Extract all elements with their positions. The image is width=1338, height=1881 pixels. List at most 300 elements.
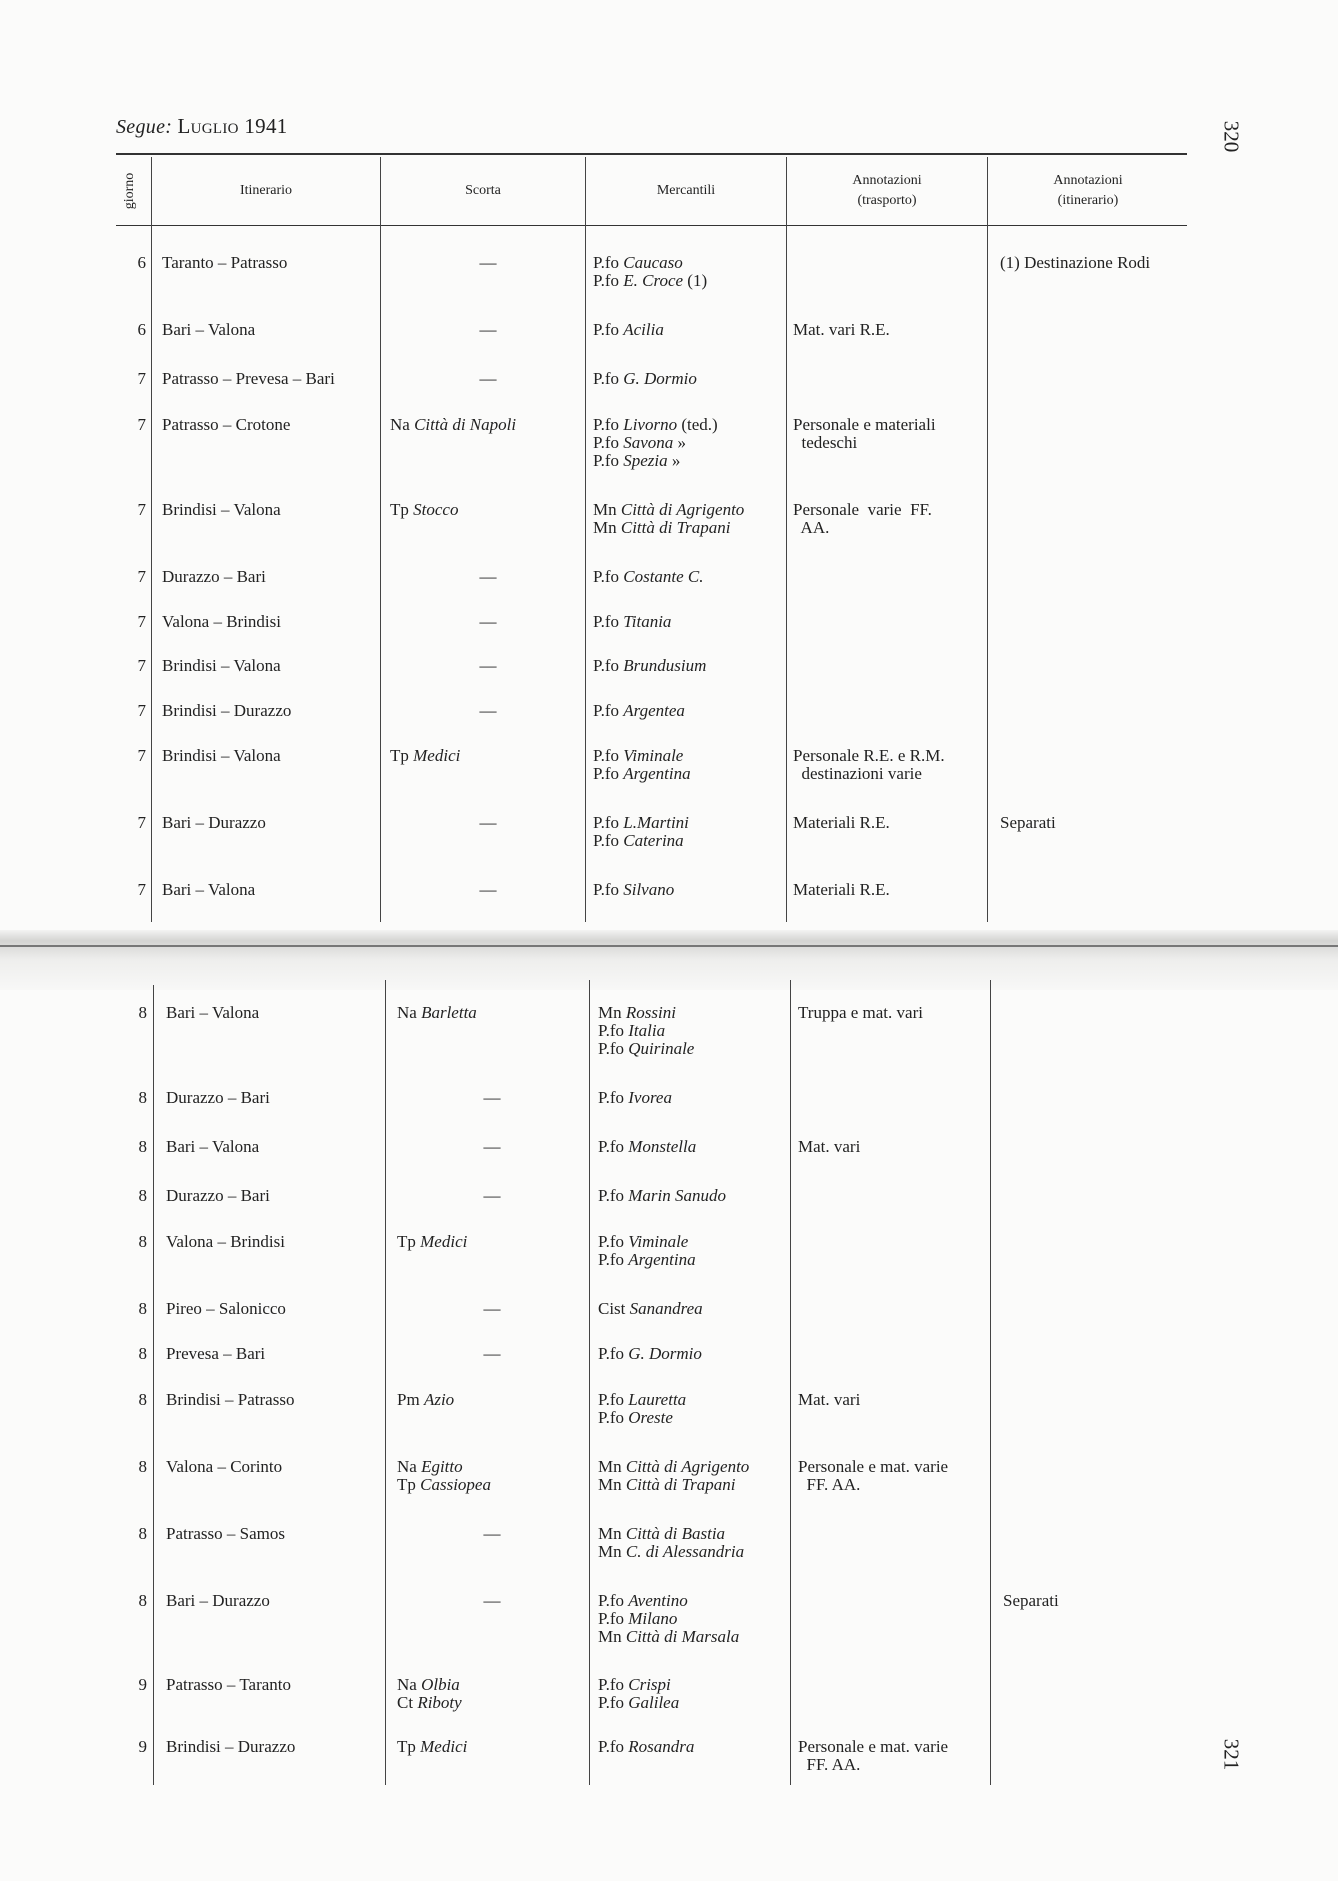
merchant-ship	[593, 321, 664, 339]
row-mercantili	[593, 613, 671, 631]
merchant-ship	[593, 452, 718, 470]
merchant-ship	[598, 1458, 749, 1476]
row-day: 7	[137, 567, 146, 586]
row-scorta	[397, 1004, 587, 1022]
header-annotazioni-1: Annotazioni	[852, 173, 922, 188]
ship-type: P.fo	[598, 1390, 629, 1409]
ship-name: Silvano	[623, 880, 675, 899]
row-day: 7	[137, 880, 146, 899]
escort-ship	[397, 1233, 587, 1251]
ship-type: Tp	[397, 1475, 421, 1494]
row-scorta: —	[483, 1137, 501, 1156]
merchant-ship	[593, 501, 744, 519]
ship-type: P.fo	[598, 1088, 629, 1107]
ship-name: Aventino	[628, 1591, 688, 1610]
ship-name: Viminale	[628, 1232, 689, 1251]
escort-ship	[390, 747, 586, 765]
ship-type: P.fo	[598, 1344, 629, 1363]
row-mercantili	[598, 1592, 739, 1646]
row-day: 8	[138, 1003, 147, 1022]
ship-name: Argentea	[623, 701, 685, 720]
annotation-line: Mat. vari R.E.	[793, 320, 890, 339]
ship-type: Mn	[598, 1627, 626, 1646]
merchant-ship	[598, 1300, 703, 1318]
row-mercantili	[593, 814, 689, 850]
row-mercantili	[593, 370, 697, 388]
ship-name: Titania	[623, 612, 672, 631]
ship-type: Mn	[593, 500, 621, 519]
ship-name: Medici	[420, 1737, 468, 1756]
row-day: 6	[137, 253, 146, 272]
escort-ship	[390, 501, 586, 519]
merchant-ship	[593, 434, 718, 452]
ship-type: P.fo	[598, 1021, 629, 1040]
row-itinerario: Patrasso – Prevesa – Bari	[162, 369, 335, 388]
ship-name: Caucaso	[623, 253, 683, 272]
row-itinerario: Brindisi – Durazzo	[162, 701, 292, 720]
annotation-line: Personale e materiali	[793, 415, 936, 434]
ship-name: Galilea	[628, 1693, 680, 1712]
annotation-line: FF. AA.	[798, 1475, 861, 1494]
merchant-ship	[593, 254, 707, 272]
ship-name: Città di Trapani	[625, 1475, 736, 1494]
row-day: 7	[137, 500, 146, 519]
ship-name: Italia	[628, 1021, 666, 1040]
annotation-line: Personale varie FF.	[793, 500, 932, 519]
row-itinerario: Valona – Brindisi	[166, 1232, 285, 1251]
ship-type: Na	[397, 1675, 422, 1694]
ship-name: Rosandra	[628, 1737, 695, 1756]
column-divider	[151, 157, 152, 922]
ship-type: P.fo	[598, 1591, 629, 1610]
row-annotazioni-trasporto	[798, 1004, 923, 1022]
merchant-ship	[598, 1409, 686, 1427]
row-scorta	[397, 1458, 587, 1494]
header-itinerario: (itinerario)	[1057, 193, 1119, 208]
ship-type: P.fo	[593, 567, 624, 586]
row-scorta: —	[479, 253, 497, 272]
ship-name: Milano	[628, 1609, 678, 1628]
merchant-ship	[593, 416, 718, 434]
column-header-annotazioni-itinerario	[988, 160, 1188, 222]
row-itinerario: Durazzo – Bari	[166, 1088, 270, 1107]
ship-type: P.fo	[593, 701, 624, 720]
row-itinerario: Valona – Corinto	[166, 1457, 283, 1476]
ship-type: P.fo	[593, 656, 624, 675]
merchant-ship	[598, 1694, 679, 1712]
ship-name: Crispi	[628, 1675, 671, 1694]
annotation-line: Mat. vari	[798, 1390, 861, 1409]
annotation-line: Mat. vari	[798, 1137, 861, 1156]
ship-name: Medici	[420, 1232, 468, 1251]
row-itinerario: Brindisi – Durazzo	[166, 1737, 296, 1756]
page-title	[116, 114, 288, 139]
ship-name: Città di Napoli	[414, 415, 517, 434]
ship-name: Cassiopea	[420, 1475, 491, 1494]
ship-name: Marin Sanudo	[628, 1186, 726, 1205]
row-day: 7	[137, 369, 146, 388]
ship-note: (1)	[683, 271, 708, 290]
row-day: 8	[138, 1344, 147, 1363]
header-rule	[116, 225, 1187, 226]
row-day: 8	[138, 1390, 147, 1409]
column-divider	[786, 157, 787, 922]
row-itinerario: Prevesa – Bari	[166, 1344, 266, 1363]
ship-type: P.fo	[593, 612, 624, 631]
ship-type: Mn	[593, 518, 621, 537]
row-annotazioni-itinerario: Separati	[1000, 813, 1056, 832]
annotation-line: AA.	[793, 518, 830, 537]
ship-type: Mn	[598, 1003, 626, 1022]
row-itinerario: Patrasso – Crotone	[162, 415, 291, 434]
merchant-ship	[598, 1676, 679, 1694]
column-divider	[589, 980, 590, 1785]
row-scorta: —	[483, 1591, 501, 1610]
ship-name: Egitto	[421, 1457, 463, 1476]
ship-name: Argentina	[623, 764, 691, 783]
merchant-ship	[598, 1040, 694, 1058]
ship-type: P.fo	[593, 831, 624, 850]
ship-name: G. Dormio	[628, 1344, 702, 1363]
ship-type: Na	[390, 415, 415, 434]
row-itinerario: Brindisi – Valona	[162, 656, 281, 675]
merchant-ship	[593, 370, 697, 388]
page-fold-line	[0, 945, 1338, 947]
row-itinerario: Bari – Valona	[166, 1003, 260, 1022]
merchant-ship	[598, 1187, 726, 1205]
month-label: Luglio 1941	[177, 114, 288, 138]
ship-name: Sanandrea	[629, 1299, 703, 1318]
row-annotazioni-trasporto	[798, 1138, 860, 1156]
row-itinerario: Taranto – Patrasso	[162, 253, 288, 272]
merchant-ship	[598, 1345, 702, 1363]
ship-name: Città di Agrigento	[625, 1457, 750, 1476]
annotation-line: FF. AA.	[798, 1755, 861, 1774]
ship-name: Città di Trapani	[620, 518, 731, 537]
row-day: 7	[137, 415, 146, 434]
ship-name: Viminale	[623, 746, 684, 765]
row-day: 8	[138, 1232, 147, 1251]
ship-name: Savona	[623, 433, 674, 452]
ship-name: Stocco	[413, 500, 459, 519]
row-day: 7	[137, 746, 146, 765]
ship-name: Rossini	[625, 1003, 676, 1022]
page-fold	[0, 930, 1338, 990]
ship-name: Spezia	[623, 451, 668, 470]
row-day: 8	[138, 1591, 147, 1610]
merchant-ship	[593, 613, 671, 631]
row-day: 9	[138, 1675, 147, 1694]
row-day: 7	[137, 813, 146, 832]
row-day: 7	[137, 701, 146, 720]
ship-name: Città di Marsala	[625, 1627, 740, 1646]
ship-name: Barletta	[421, 1003, 477, 1022]
row-itinerario: Durazzo – Bari	[162, 567, 266, 586]
header-trasporto: (trasporto)	[857, 193, 917, 208]
row-day: 7	[137, 656, 146, 675]
row-day: 8	[138, 1457, 147, 1476]
merchant-ship	[593, 657, 706, 675]
ship-type: Na	[397, 1003, 422, 1022]
ship-type: P.fo	[593, 880, 624, 899]
row-annotazioni-trasporto	[793, 814, 890, 832]
ship-type: Mn	[598, 1457, 626, 1476]
column-divider	[990, 980, 991, 1785]
merchant-ship	[598, 1738, 694, 1756]
ship-name: Caterina	[623, 831, 684, 850]
merchant-ship	[598, 1476, 749, 1494]
merchant-ship	[598, 1022, 694, 1040]
merchant-ship	[598, 1089, 672, 1107]
column-header-mercantili: Mercantili	[656, 183, 716, 198]
ship-name: E. Croce	[623, 271, 684, 290]
ship-name: Monstella	[628, 1137, 697, 1156]
row-mercantili	[598, 1138, 696, 1156]
row-itinerario: Brindisi – Valona	[162, 746, 281, 765]
merchant-ship	[593, 832, 689, 850]
annotation-line: Truppa e mat. vari	[798, 1003, 923, 1022]
row-scorta: —	[483, 1088, 501, 1107]
row-itinerario: Valona – Brindisi	[162, 612, 281, 631]
row-day: 8	[138, 1524, 147, 1543]
merchant-ship	[598, 1628, 739, 1646]
annotation-line: Personale e mat. varie	[798, 1737, 949, 1756]
column-divider	[380, 157, 381, 922]
ship-type: P.fo	[593, 415, 624, 434]
ship-type: P.fo	[593, 433, 624, 452]
ship-type: Pm	[397, 1390, 424, 1409]
ship-name: Città di Agrigento	[620, 500, 745, 519]
row-scorta	[397, 1738, 587, 1756]
ship-name: L.Martini	[623, 813, 689, 832]
row-scorta	[390, 416, 586, 434]
escort-ship	[397, 1738, 587, 1756]
row-mercantili	[593, 321, 664, 339]
ship-name: Brundusium	[623, 656, 707, 675]
ship-name: Riboty	[417, 1693, 462, 1712]
merchant-ship	[593, 747, 691, 765]
row-mercantili	[593, 501, 744, 537]
ship-type: Ct	[397, 1693, 418, 1712]
escort-ship	[397, 1476, 587, 1494]
escort-ship	[397, 1391, 587, 1409]
escort-ship	[390, 416, 586, 434]
row-itinerario: Bari – Valona	[162, 320, 256, 339]
merchant-ship	[593, 519, 744, 537]
row-scorta	[397, 1391, 587, 1409]
segue-label: Segue:	[116, 116, 173, 138]
annotation-line: Personale e mat. varie	[798, 1457, 949, 1476]
ship-type: P.fo	[593, 451, 624, 470]
row-day: 8	[138, 1186, 147, 1205]
column-header-giorno: giorno	[122, 172, 137, 210]
column-divider	[987, 157, 988, 922]
column-divider	[153, 985, 154, 1785]
merchant-ship	[593, 272, 707, 290]
ship-type: Tp	[397, 1737, 421, 1756]
merchant-ship	[598, 1610, 739, 1628]
row-annotazioni-itinerario: (1) Destinazione Rodi	[1000, 253, 1151, 272]
row-itinerario: Bari – Valona	[162, 880, 256, 899]
annotation-line: tedeschi	[793, 433, 858, 452]
ship-type: Na	[397, 1457, 422, 1476]
row-mercantili	[593, 657, 706, 675]
row-annotazioni-trasporto	[793, 416, 936, 452]
ship-note: (ted.)	[677, 415, 718, 434]
row-mercantili	[598, 1089, 672, 1107]
row-annotazioni-trasporto	[798, 1391, 860, 1409]
escort-ship	[397, 1694, 587, 1712]
merchant-ship	[593, 881, 674, 899]
ship-type: P.fo	[598, 1609, 629, 1628]
page-number-bottom: 321	[1219, 1738, 1244, 1771]
row-scorta: —	[479, 880, 497, 899]
ship-note: »	[673, 433, 687, 452]
row-scorta: —	[479, 612, 497, 631]
row-mercantili	[598, 1458, 749, 1494]
escort-ship	[397, 1004, 587, 1022]
column-divider	[790, 980, 791, 1785]
merchant-ship	[593, 814, 689, 832]
ship-type: P.fo	[593, 320, 624, 339]
row-annotazioni-trasporto	[798, 1458, 948, 1494]
row-day: 8	[138, 1088, 147, 1107]
row-scorta: —	[483, 1299, 501, 1318]
ship-type: P.fo	[593, 746, 624, 765]
row-scorta: —	[483, 1186, 501, 1205]
row-itinerario: Bari – Durazzo	[162, 813, 266, 832]
row-scorta: —	[483, 1524, 501, 1543]
merchant-ship	[598, 1233, 696, 1251]
ship-type: Mn	[598, 1475, 626, 1494]
row-mercantili	[593, 416, 718, 470]
row-scorta: —	[479, 656, 497, 675]
row-scorta: —	[479, 701, 497, 720]
ship-name: C. di Alessandria	[625, 1542, 745, 1561]
ship-name: Azio	[423, 1390, 455, 1409]
row-scorta: —	[479, 320, 497, 339]
ship-name: Oreste	[628, 1408, 673, 1427]
merchant-ship	[598, 1391, 686, 1409]
ship-name: Costante C.	[623, 567, 704, 586]
ship-type: P.fo	[598, 1693, 629, 1712]
merchant-ship	[593, 702, 685, 720]
merchant-ship	[598, 1251, 696, 1269]
ship-type: P.fo	[593, 369, 624, 388]
annotation-line: Personale R.E. e R.M.	[793, 746, 945, 765]
ship-name: Lauretta	[628, 1390, 687, 1409]
row-itinerario: Brindisi – Patrasso	[166, 1390, 295, 1409]
row-mercantili	[598, 1300, 703, 1318]
row-annotazioni-trasporto	[793, 501, 932, 537]
ship-type: P.fo	[598, 1137, 629, 1156]
row-day: 8	[138, 1137, 147, 1156]
row-mercantili	[598, 1004, 694, 1058]
ship-type: Tp	[397, 1232, 421, 1251]
row-mercantili	[598, 1187, 726, 1205]
row-annotazioni-trasporto	[798, 1738, 948, 1774]
row-itinerario: Durazzo – Bari	[166, 1186, 270, 1205]
row-itinerario: Brindisi – Valona	[162, 500, 281, 519]
row-itinerario: Patrasso – Samos	[166, 1524, 285, 1543]
row-mercantili	[598, 1525, 744, 1561]
escort-ship	[397, 1676, 587, 1694]
row-mercantili	[598, 1391, 686, 1427]
row-mercantili	[593, 881, 674, 899]
row-itinerario: Bari – Durazzo	[166, 1591, 270, 1610]
ship-name: Olbia	[421, 1675, 460, 1694]
ship-type: P.fo	[598, 1250, 629, 1269]
row-scorta: —	[479, 369, 497, 388]
page-number-top: 320	[1219, 120, 1244, 153]
row-scorta	[397, 1676, 587, 1712]
row-mercantili	[593, 254, 707, 290]
ship-name: G. Dormio	[623, 369, 697, 388]
row-scorta: —	[483, 1344, 501, 1363]
row-scorta: —	[479, 567, 497, 586]
merchant-ship	[598, 1543, 744, 1561]
merchant-ship	[598, 1525, 744, 1543]
top-rule	[116, 153, 1187, 155]
row-mercantili	[598, 1738, 694, 1756]
ship-type: P.fo	[598, 1408, 629, 1427]
row-itinerario: Pireo – Salonicco	[166, 1299, 286, 1318]
ship-name: Livorno	[623, 415, 678, 434]
merchant-ship	[593, 568, 704, 586]
annotation-line: destinazioni varie	[793, 764, 922, 783]
ship-type: P.fo	[598, 1737, 629, 1756]
row-mercantili	[598, 1676, 679, 1712]
ship-name: Acilia	[623, 320, 664, 339]
annotation-line: Materiali R.E.	[793, 813, 890, 832]
row-day: 9	[138, 1737, 147, 1756]
row-scorta: —	[479, 813, 497, 832]
row-mercantili	[598, 1233, 696, 1269]
row-scorta	[390, 501, 586, 519]
column-header-scorta: Scorta	[465, 183, 501, 198]
row-annotazioni-trasporto	[793, 747, 945, 783]
ship-type: P.fo	[598, 1675, 629, 1694]
escort-ship	[397, 1458, 587, 1476]
merchant-ship	[598, 1138, 696, 1156]
row-mercantili	[593, 702, 685, 720]
ship-type: P.fo	[593, 764, 624, 783]
ship-name: Argentina	[628, 1250, 696, 1269]
row-mercantili	[593, 568, 704, 586]
column-header-annotazioni-trasporto	[787, 160, 987, 222]
row-day: 6	[137, 320, 146, 339]
row-itinerario: Bari – Valona	[166, 1137, 260, 1156]
ship-name: Ivorea	[628, 1088, 672, 1107]
ship-type: P.fo	[593, 813, 624, 832]
ship-name: Quirinale	[628, 1039, 695, 1058]
ship-note: »	[667, 451, 681, 470]
merchant-ship	[598, 1004, 694, 1022]
ship-type: P.fo	[593, 253, 624, 272]
ship-type: Tp	[390, 500, 414, 519]
row-itinerario: Patrasso – Taranto	[166, 1675, 292, 1694]
annotation-line: Materiali R.E.	[793, 880, 890, 899]
ship-type: Cist	[598, 1299, 630, 1318]
header-annotazioni-2: Annotazioni	[1053, 173, 1123, 188]
row-mercantili	[598, 1345, 702, 1363]
merchant-ship	[593, 765, 691, 783]
ship-type: P.fo	[598, 1186, 629, 1205]
ship-name: Medici	[413, 746, 461, 765]
ship-type: Tp	[390, 746, 414, 765]
row-annotazioni-trasporto	[793, 321, 890, 339]
ship-type: Mn	[598, 1542, 626, 1561]
